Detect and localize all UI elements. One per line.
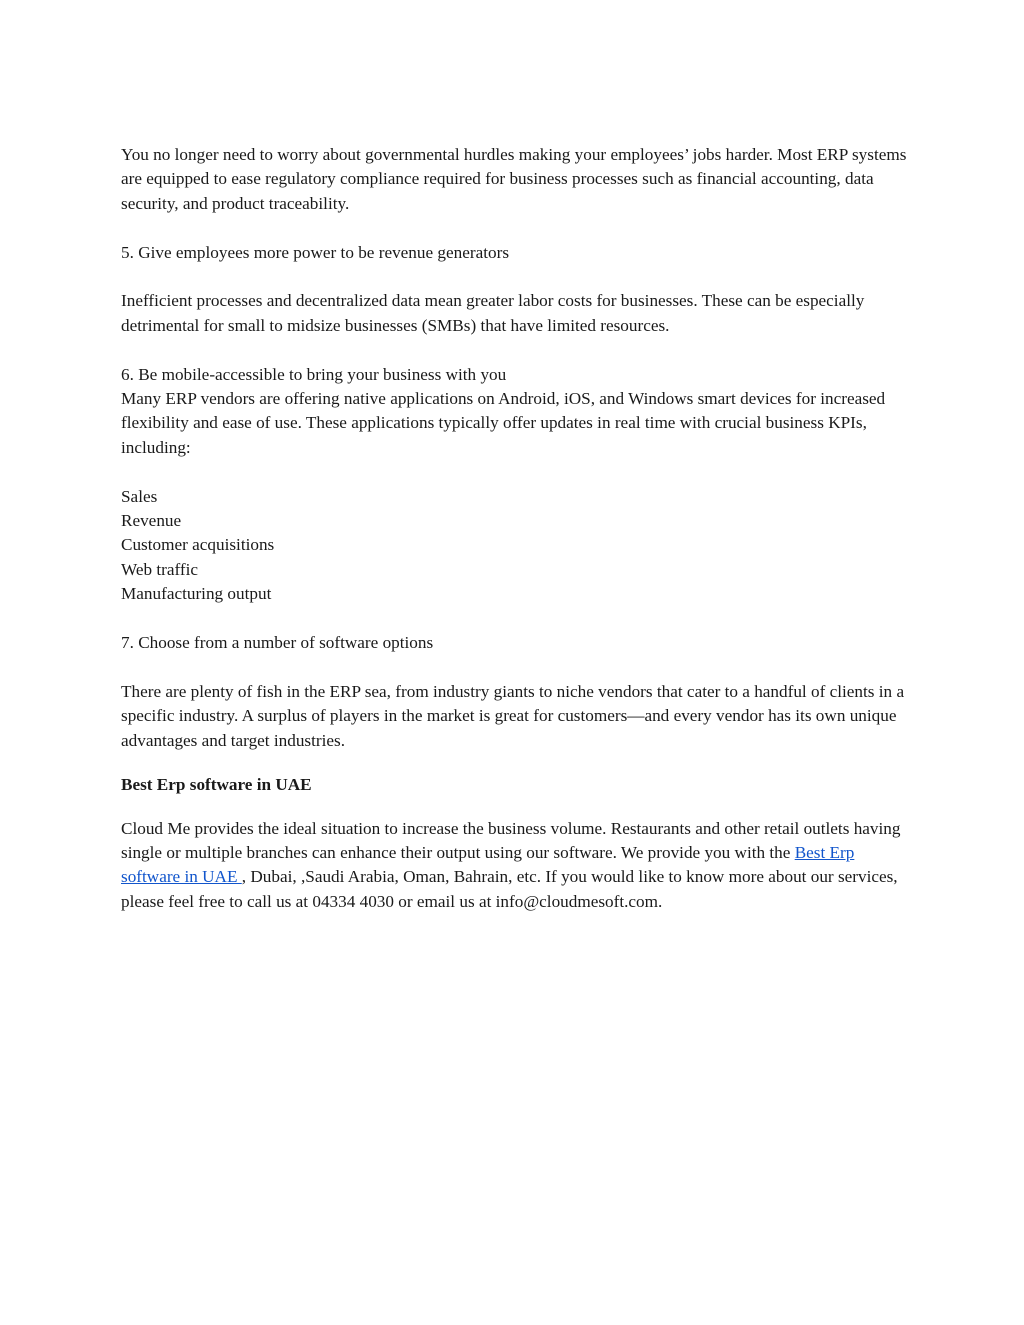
paragraph-compliance: You no longer need to worry about governmental hurdles making your employees’ jobs harder. Most ERP systems are equipped to ease regulatory compliance required for business processes such as financial accounting, data security, and product traceability. (121, 145, 907, 213)
section-title: Best Erp software in UAE (121, 774, 312, 794)
paragraph-erp-sea: There are plenty of fish in the ERP sea, from industry giants to niche vendors that cater to a handful of clients in a specific industry. A surplus of players in the market is great for customers—and every vendor has its own unique advantages and target industries. (121, 681, 905, 750)
list-item: Web traffic (121, 559, 199, 579)
list-item: Revenue (121, 511, 182, 531)
heading-mobile-accessible: 6. Be mobile-accessible to bring your business with you (121, 364, 507, 384)
heading-revenue-generators: 5. Give employees more power to be revenue generators (121, 242, 510, 262)
kpi-list (121, 485, 911, 607)
closing-text-before-link: Cloud Me provides the ideal situation to increase the business volume. Restaurants and other retail outlets having single or multiple branches can enhance their output using our software. We provide you with the (121, 818, 901, 863)
paragraph-mobile-apps: Many ERP vendors are offering native applications on Android, iOS, and Windows smart devices for increased flexibility and ease of use. These applications typically offer updates in real time with crucial business KPIs, including: (121, 389, 886, 457)
paragraph-closing (121, 817, 911, 915)
best-erp-software-link[interactable]: Best Erp software in UAE (121, 843, 855, 887)
closing-text-after-link: , Dubai, ,Saudi Arabia, Oman, Bahrain, etc. If you would like to know more about our services, please feel free to call us at 04334 4030 or email us at info@cloudmesoft.com. (121, 867, 898, 911)
list-item: Customer acquisitions (121, 535, 275, 555)
list-item: Sales (121, 486, 158, 506)
list-item: Manufacturing output (121, 584, 272, 604)
heading-software-options: 7. Choose from a number of software options (121, 633, 434, 653)
document-body (121, 143, 911, 914)
paragraph-inefficient-processes: Inefficient processes and decentralized data mean greater labor costs for businesses. These can be especially detrimental for small to midsize businesses (SMBs) that have limited resources. (121, 291, 865, 335)
